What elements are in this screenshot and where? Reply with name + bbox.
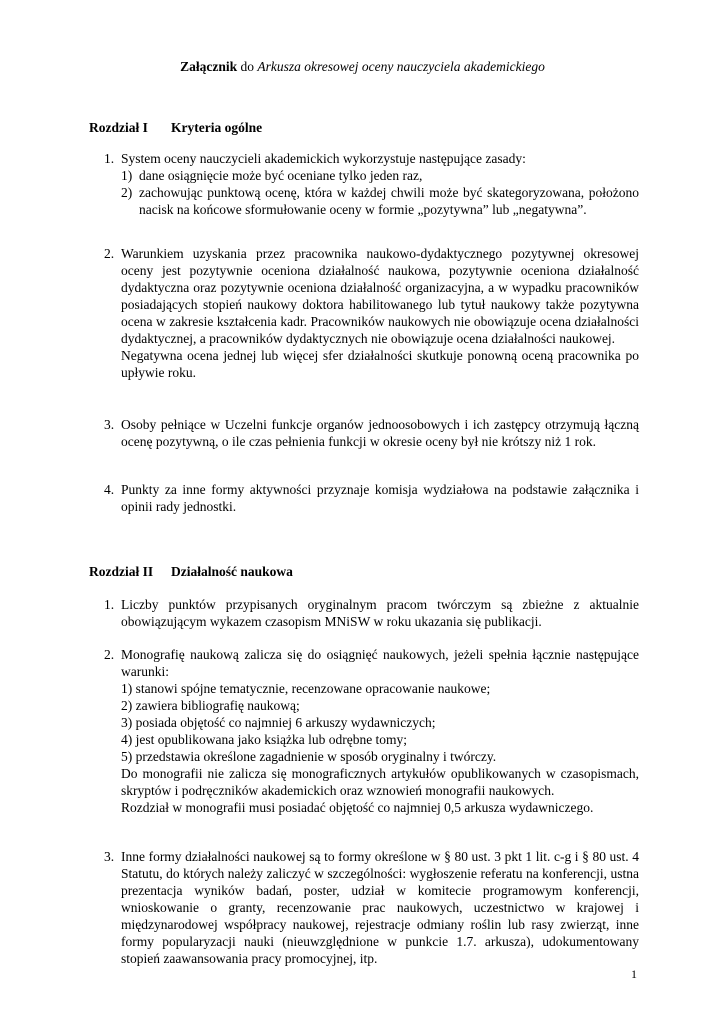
item-number: 3. xyxy=(104,849,115,864)
sub-item xyxy=(121,184,639,218)
condition-3: 3) posiada objętość co najmniej 6 arkuszy wydawniczych; xyxy=(121,715,436,730)
item-number: 2. xyxy=(104,647,115,662)
chapter-1-heading xyxy=(89,119,262,136)
item-number: 4. xyxy=(104,482,115,497)
sub-item-number: 1) xyxy=(121,168,133,183)
chapter-1-item-4 xyxy=(104,481,639,515)
item-number: 1. xyxy=(104,151,115,166)
item-text: Punkty za inne formy aktywności przyznaje komisja wydziałowa na podstawie załącznika i opinii rady jednostki. xyxy=(121,482,639,514)
item-text-continued: Do monografii nie zalicza się monograficznych artykułów opublikowanych w czasopismach, skryptów i podręczników akademickich oraz wznowień monografii naukowych. xyxy=(121,766,639,798)
chapter-1-number: Rozdział I xyxy=(89,120,148,135)
sub-item xyxy=(121,167,639,184)
item-number: 1. xyxy=(104,597,115,612)
chapter-1-item-2 xyxy=(104,245,639,381)
item-text: Warunkiem uzyskania przez pracownika naukowo-dydaktycznego pozytywnej okresowej oceny jest pozytywnie oceniona działalność naukowa, pozytywnie oceniona działalność dydaktyczna oraz pozytywnie oceniona działalność organizacyjna, a w wypadku pracowników posiadających stopień naukowy doktora habilitowanego lub tytuł naukowy także pozytywna ocena w zakresie kształcenia kadr. Pracowników naukowych nie obowiązuje ocena działalności dydaktycznej, a pracowników dydaktycznych nie obowiązuje ocena działalności naukowej. xyxy=(121,246,639,346)
item-number: 3. xyxy=(104,417,115,432)
title-mid: do xyxy=(237,59,258,74)
chapter-2-number: Rozdział II xyxy=(89,564,154,579)
sub-item-number: 2) xyxy=(121,185,133,200)
chapter-2-name: Działalność naukowa xyxy=(171,564,293,579)
condition-2: 2) zawiera bibliografię naukową; xyxy=(121,698,300,713)
item-text: System oceny nauczycieli akademickich wykorzystuje następujące zasady: xyxy=(121,151,526,166)
chapter-2-item-2 xyxy=(104,646,639,816)
chapter-2-item-3 xyxy=(104,848,639,967)
item-text: Liczby punktów przypisanych oryginalnym pracom twórczym są zbieżne z aktualnie obowiązującym wykazem czasopism MNiSW w roku ukazania się publikacji. xyxy=(121,597,639,629)
item-text: Inne formy działalności naukowej są to formy określone w § 80 ust. 3 pkt 1 lit. c-g i § 80 ust. 4 Statutu, do których należy zaliczyć w szczególności: wygłoszenie referatu na konferencji, ustna prezentacja wyników badań, poster, udział w komitecie programowym konferencji, wnioskowanie o granty, recenzowanie prac naukowych, uczestnictwo w krajowej i międzynarodowej współpracy naukowej, rejestracje odmiany roślin lub rasy zwierząt, inne formy popularyzacji nauki (nieuwzględnione w punkcie 1.7. arkusza), udokumentowany stopień zaawansowania pracy promocyjnej, itp. xyxy=(121,849,639,966)
condition-5: 5) przedstawia określone zagadnienie w sposób oryginalny i twórczy. xyxy=(121,749,497,764)
condition-4: 4) jest opublikowana jako książka lub odrębne tomy; xyxy=(121,732,408,747)
chapter-1-name: Kryteria ogólne xyxy=(171,120,263,135)
sub-item-text: zachowując punktową ocenę, która w każdej chwili może być skategoryzowana, położono nacisk na końcowe sformułowanie oceny w formie „pozytywna” lub „negatywna”. xyxy=(139,185,639,217)
condition-1: 1) stanowi spójne tematycznie, recenzowane opracowanie naukowe; xyxy=(121,681,491,696)
chapter-1-item-1 xyxy=(104,150,639,218)
item-text: Monografię naukową zalicza się do osiągnięć naukowych, jeżeli spełnia łącznie następujące warunki: xyxy=(121,647,639,679)
title-italic: Arkusza okresowej oceny nauczyciela akademickiego xyxy=(257,59,545,74)
title-bold: Załącznik xyxy=(180,59,238,74)
chapter-2-item-1 xyxy=(104,596,639,630)
chapter-1-item-3 xyxy=(104,416,639,450)
item-number: 2. xyxy=(104,246,115,261)
chapter-2-heading xyxy=(89,563,293,580)
page-title xyxy=(0,58,725,75)
item-text-final: Rozdział w monografii musi posiadać objętość co najmniej 0,5 arkusza wydawniczego. xyxy=(121,800,594,815)
item-text: Osoby pełniące w Uczelni funkcje organów jednoosobowych i ich zastępcy otrzymują łączną ocenę pozytywną, o ile czas pełnienia funkcji w okresie oceny był nie krótszy niż 1 rok. xyxy=(121,417,639,449)
item-text-continued: Negatywna ocena jednej lub więcej sfer działalności skutkuje ponowną oceną pracownika po upływie roku. xyxy=(121,348,639,380)
sub-item-text: dane osiągnięcie może być oceniane tylko jeden raz, xyxy=(139,168,423,183)
page-number: 1 xyxy=(631,967,637,981)
